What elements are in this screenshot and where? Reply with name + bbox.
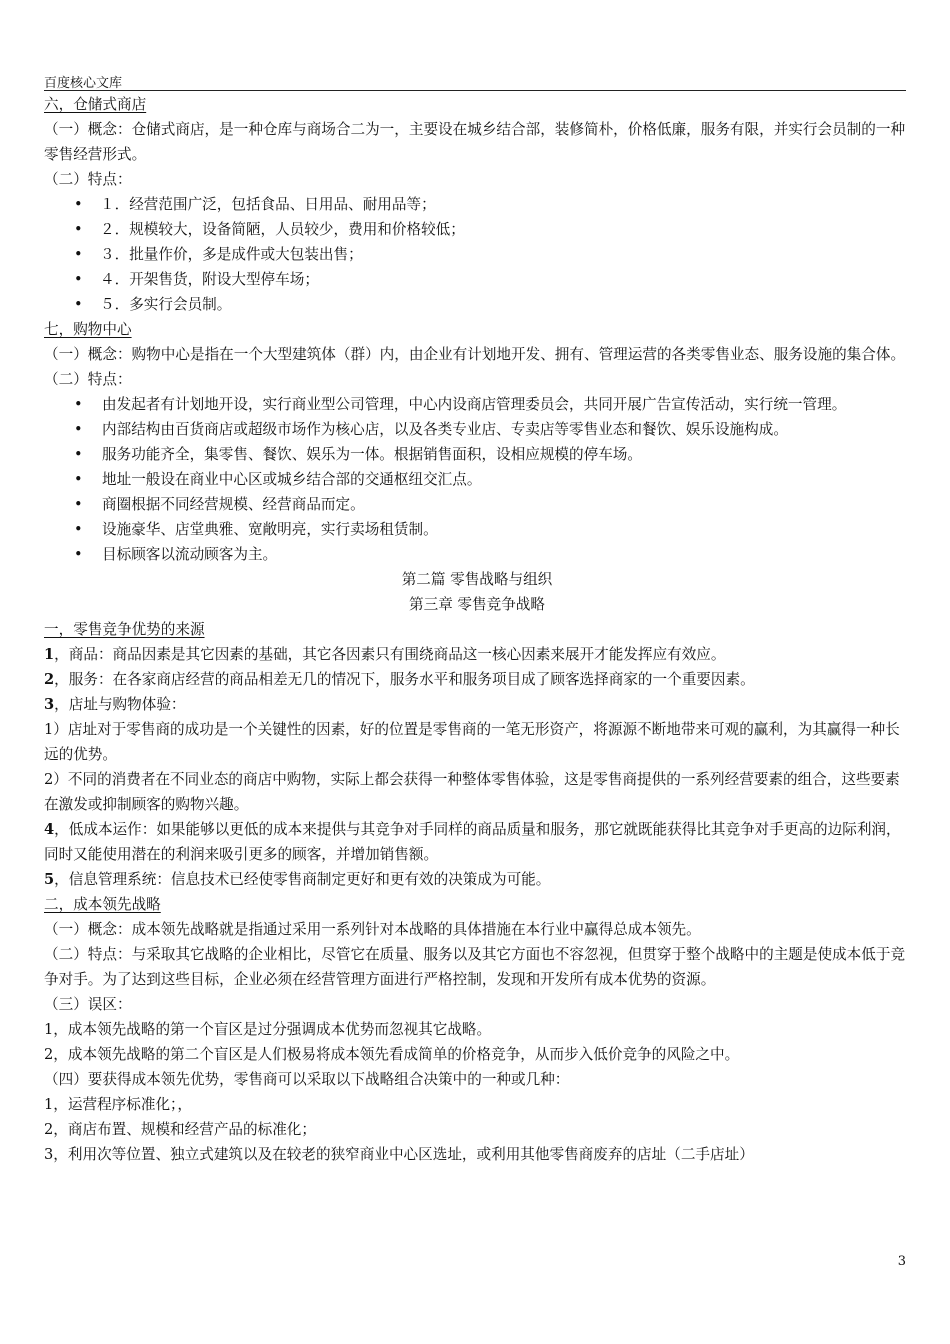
bullet-icon: •: [74, 471, 83, 488]
shopping-center-concept: （一）概念：购物中心是指在一个大型建筑体（群）内，由企业有计划地开发、拥有、管理运营的各类零售业态、服务设施的集合体。: [44, 346, 906, 363]
list-item: • 地址一般设在商业中心区或城乡结合部的交通枢纽交汇点。: [44, 467, 910, 492]
list-item: • １．经营范围广泛，包括食品、日用品、耐用品等；: [44, 192, 910, 217]
page-body: [44, 92, 910, 1167]
bullet-icon: •: [74, 546, 83, 563]
bullet-icon: •: [74, 396, 83, 413]
paragraph: 1，成本领先战略的第一个盲区是过分强调成本优势而忽视其它战略。: [44, 1021, 492, 1038]
paragraph: 1，商品：商品因素是其它因素的基础，其它各因素只有围绕商品这一核心因素来展开才能发挥应有效应。: [44, 646, 726, 663]
page-number: 3: [897, 1254, 906, 1269]
bullet-icon: •: [74, 521, 83, 538]
paragraph: 5，信息管理系统：信息技术已经使零售商制定更好和更有效的决策成为可能。: [44, 871, 551, 888]
warehouse-features-label: （二）特点：: [44, 171, 132, 188]
list-item: • 由发起者有计划地开设，实行商业型公司管理，中心内设商店管理委员会，共同开展广告宣传活动，实行统一管理。: [44, 392, 910, 417]
paragraph: 2，服务：在各家商店经营的商品相差无几的情况下，服务水平和服务项目成了顾客选择商家的一个重要因素。: [44, 671, 755, 688]
shopping-center-features-label: （二）特点：: [44, 371, 132, 388]
paragraph: （一）概念：成本领先战略就是指通过采用一系列针对本战略的具体措施在本行业中赢得总成本领先。: [44, 921, 701, 938]
bullet-icon: •: [74, 421, 83, 438]
paragraph: 1）店址对于零售商的成功是一个关键性的因素，好的位置是零售商的一笔无形资产，将源源不断地带来可观的赢利，为其赢得一种长远的优势。: [44, 721, 900, 763]
bullet-icon: •: [74, 221, 83, 238]
paragraph: 2，商店布置、规模和经营产品的标准化；: [44, 1121, 316, 1138]
bullet-icon: •: [74, 446, 83, 463]
paragraph: （二）特点：与采取其它战略的企业相比，尽管它在质量、服务以及其它方面也不容忽视，但贯穿于整个战略中的主题是使成本低于竞争对手。为了达到这些目标，企业必须在经营管理方面进行严格控制，发现和开发所有成本优势的资源。: [44, 946, 906, 988]
list-item: • 商圈根据不同经营规模、经营商品而定。: [44, 492, 910, 517]
bullet-icon: •: [74, 196, 83, 213]
paragraph: 4，低成本运作：如果能够以更低的成本来提供与其竞争对手同样的商品质量和服务，那它就既能获得比其竞争对手更高的边际利润，同时又能使用潜在的利润来吸引更多的顾客，并增加销售额。: [44, 821, 901, 863]
section-heading-warehouse-store: 六，仓储式商店: [44, 96, 147, 113]
bullet-icon: •: [74, 496, 83, 513]
list-item: • 目标顾客以流动顾客为主。: [44, 542, 910, 567]
part-title: 第二篇 零售战略与组织: [401, 571, 553, 588]
list-item: • ２．规模较大，设备简陋，人员较少，费用和价格较低；: [44, 217, 910, 242]
header-rule: [44, 90, 906, 91]
paragraph: 2）不同的消费者在不同业态的商店中购物，实际上都会获得一种整体零售体验，这是零售商提供的一系列经营要素的组合，这些要素在激发或抑制顾客的购物兴趣。: [44, 771, 900, 813]
list-item: • ３．批量作价，多是成件或大包装出售；: [44, 242, 910, 267]
list-item: • ５．多实行会员制。: [44, 292, 910, 317]
document-header: 百度核心文库: [44, 76, 123, 91]
paragraph: （四）要获得成本领先优势，零售商可以采取以下战略组合决策中的一种或几种：: [44, 1071, 570, 1088]
paragraph: 3，利用次等位置、独立式建筑以及在较老的狭窄商业中心区选址，或利用其他零售商废弃的店址（二手店址）: [44, 1146, 754, 1163]
section-heading-shopping-center: 七，购物中心: [44, 321, 132, 338]
section-heading-competitive-advantage: 一，零售竞争优势的来源: [44, 621, 205, 638]
list-item: • ４．开架售货，附设大型停车场；: [44, 267, 910, 292]
paragraph: 1，运营程序标准化；，: [44, 1096, 192, 1113]
list-item: • 服务功能齐全，集零售、餐饮、娱乐为一体。根据销售面积，设相应规模的停车场。: [44, 442, 910, 467]
section-heading-cost-leadership: 二，成本领先战略: [44, 896, 161, 913]
list-item: • 设施豪华、店堂典雅、宽敞明亮，实行卖场租赁制。: [44, 517, 910, 542]
chapter-title: 第三章 零售竞争战略: [409, 596, 545, 613]
paragraph: （三）误区：: [44, 996, 132, 1013]
paragraph: 2，成本领先战略的第二个盲区是人们极易将成本领先看成简单的价格竞争，从而步入低价竞争的风险之中。: [44, 1046, 740, 1063]
bullet-icon: •: [74, 246, 83, 263]
bullet-icon: •: [74, 296, 83, 313]
warehouse-concept: （一）概念：仓储式商店，是一种仓库与商场合二为一，主要设在城乡结合部，装修简朴，价格低廉，服务有限，并实行会员制的一种零售经营形式。: [44, 121, 906, 163]
list-item: • 内部结构由百货商店或超级市场作为核心店，以及各类专业店、专卖店等零售业态和餐饮、娱乐设施构成。: [44, 417, 910, 442]
bullet-icon: •: [74, 271, 83, 288]
paragraph: 3，店址与购物体验：: [44, 696, 186, 713]
